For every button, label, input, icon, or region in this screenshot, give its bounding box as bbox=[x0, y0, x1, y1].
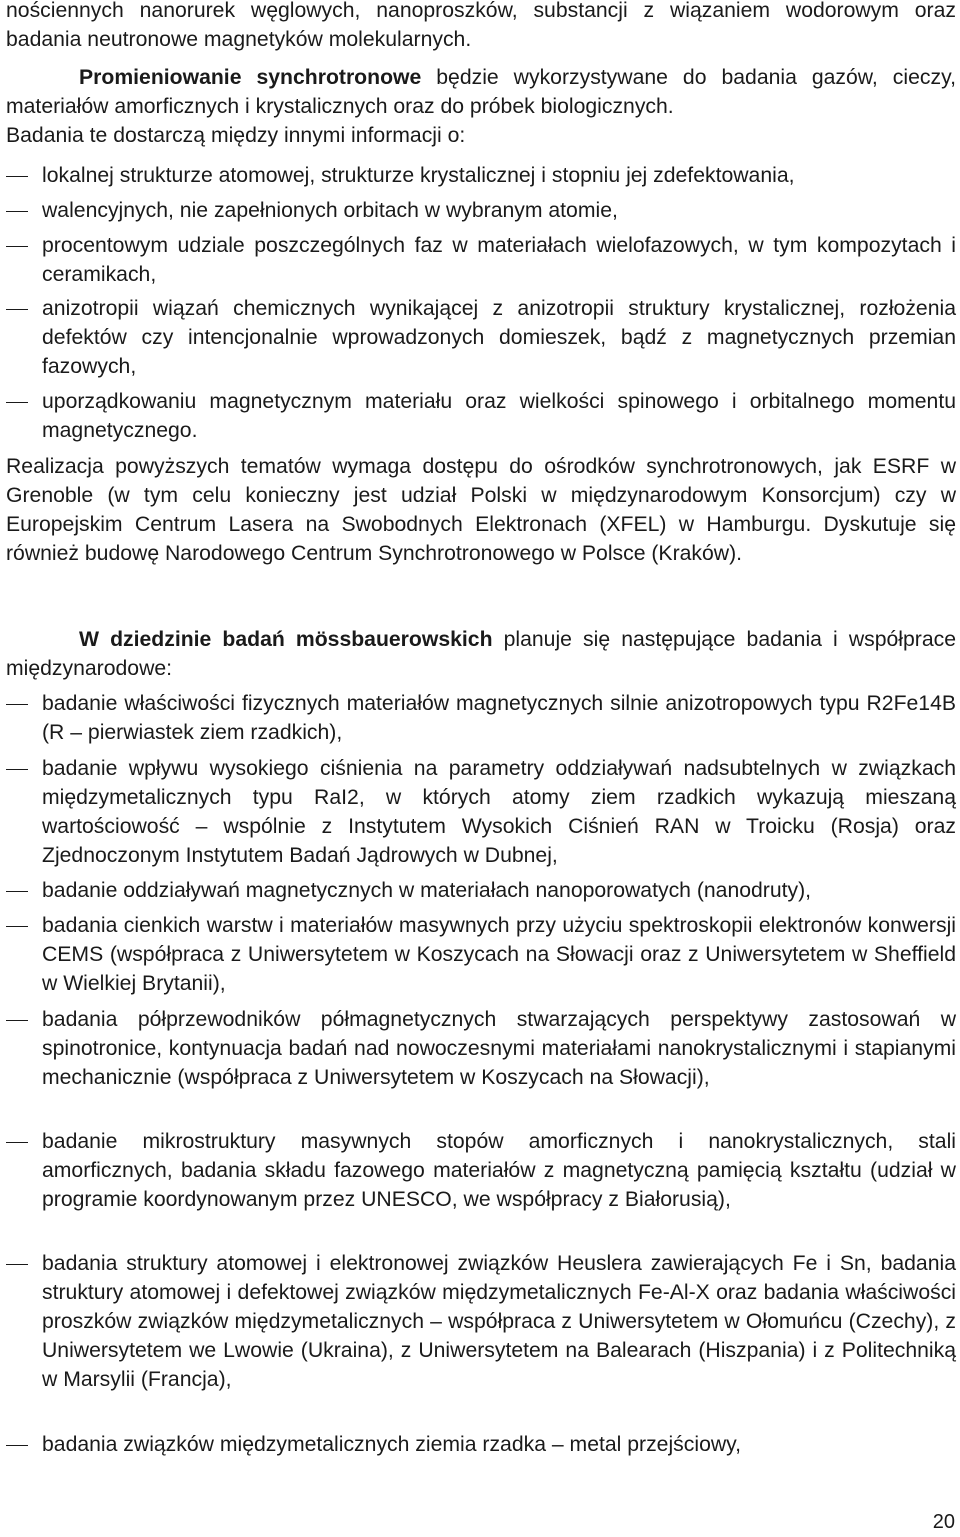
dash-bullet bbox=[6, 402, 28, 403]
dash-bullet bbox=[6, 246, 28, 247]
paragraph-realization: Realizacja powyższych tematów wymaga dostępu do ośrodków synchrotronowych, jak ESRF w Grenoble (w tym celu konieczny jest udział Polski w międzynarodowym Konsorcjum) czy w Europejskim Centrum Lasera na Swobodnych Elektronach (XFEL) w Hamburgu. Dyskutuje się również budowę Narodowego Centrum Synchrotronowego w Polsce (Kraków). bbox=[6, 455, 956, 566]
dash-bullet bbox=[6, 704, 28, 705]
paragraph-synchrotron-lead bbox=[6, 63, 956, 121]
list-item: badania półprzewodników półmagnetycznych stwarzających perspektywy zastosowań w spinotronice, kontynuacja badań nad nowoczesnymi materiałami nanokrystalicznymi i stapianymi mechanicznie (współpraca z Uniwersytetem w Koszycach na Słowacji), bbox=[6, 1005, 956, 1092]
list-item: badania cienkich warstw i materiałów masywnych przy użyciu spektroskopii elektronów konwersji CEMS (współpraca z Uniwersytetem w Koszycach na Słowacji oraz z Uniwersytetem w Sheffield w Wielkiej Brytanii), bbox=[6, 911, 956, 998]
list-item: anizotropii wiązań chemicznych wynikającej z anizotropii struktury krystalicznej, rozłożenia defektów czy intencjonalnie wprowadzonych domieszek, bądź z magnetycznych przemian fazowych, bbox=[6, 294, 956, 381]
dash-bullet bbox=[6, 309, 28, 310]
dash-bullet bbox=[6, 891, 28, 892]
synchrotron-lead-text: będzie wykorzystywane do badania gazów, cieczy, materiałów amorficznych i krystalicznych oraz do próbek biologicznych. bbox=[6, 66, 956, 119]
list-item: walencyjnych, nie zapełnionych orbitach w wybranym atomie, bbox=[6, 196, 956, 225]
page-number: 20 bbox=[932, 1511, 955, 1533]
dash-bullet bbox=[6, 769, 28, 770]
paragraph-intro-tail: nościennych nanorurek węglowych, nanoproszków, substancji z wiązaniem wodorowym oraz badania neutronowe magnetyków molekularnych. bbox=[6, 0, 956, 52]
list-item: procentowym udziale poszczególnych faz w materiałach wielofazowych, w tym kompozytach i ceramikach, bbox=[6, 231, 956, 289]
dash-bullet bbox=[6, 1020, 28, 1021]
list-item: lokalnej strukturze atomowej, strukturze krystalicznej i stopniu jej zdefektowania, bbox=[6, 161, 956, 190]
list-item: badania związków międzymetalicznych ziemia rzadka – metal przejściowy, bbox=[6, 1430, 956, 1459]
paragraph-synchrotron-info: Badania te dostarczą między innymi informacji o: bbox=[6, 124, 466, 147]
list-item: badanie oddziaływań magnetycznych w materiałach nanoporowatych (nanodruty), bbox=[6, 876, 956, 905]
paragraph-mossbauer-lead bbox=[6, 625, 956, 683]
list-item: uporządkowaniu magnetycznym materiału oraz wielkości spinowego i orbitalnego momentu magnetycznego. bbox=[6, 387, 956, 445]
list-item: badanie mikrostruktury masywnych stopów amorficznych i nanokrystalicznych, stali amorficznych, badania składu fazowego materiałów z magnetyczną pamięcią kształtu (udział w programie koordynowanym przez UNESCO, we współpracy z Białorusią), bbox=[6, 1127, 956, 1214]
dash-bullet bbox=[6, 211, 28, 212]
mossbauer-lead-text: planuje się następujące badania i współprace międzynarodowe: bbox=[6, 628, 956, 681]
list-item: badanie właściwości fizycznych materiałów magnetycznych silnie anizotropowych typu R2Fe14B (R – pierwiastek ziem rzadkich), bbox=[6, 689, 956, 747]
dash-bullet bbox=[6, 1264, 28, 1265]
heading-mossbauer: W dziedzinie badań mössbauerowskich bbox=[79, 628, 493, 651]
list-item: badania struktury atomowej i elektronowej związków Heuslera zawierających Fe i Sn, badania struktury atomowej i defektowej związków międzymetalicznych Fe-Al-X oraz badania właściwości proszków związków międzymetalicznych – współpraca z Uniwersytetem w Ołomuńcu (Czechy), z Uniwersytetem we Lwowie (Ukraina), z Uniwersytetem na Balearach (Hiszpania) i z Politechniką w Marsylii (Francja), bbox=[6, 1249, 956, 1394]
list-item: badanie wpływu wysokiego ciśnienia na parametry oddziaływań nadsubtelnych w związkach międzymetalicznych typu RaI2, w których atomy ziem rzadkich wykazują mieszaną wartościowość – wspólnie z Instytutem Wysokich Ciśnień RAN w Troicku (Rosja) oraz Zjednoczonym Instytutem Badań Jądrowych w Dubnej, bbox=[6, 754, 956, 870]
dash-bullet bbox=[6, 176, 28, 177]
dash-bullet bbox=[6, 1445, 28, 1446]
dash-bullet bbox=[6, 1142, 28, 1143]
dash-bullet bbox=[6, 926, 28, 927]
heading-synchrotron: Promieniowanie synchrotronowe bbox=[79, 66, 422, 89]
